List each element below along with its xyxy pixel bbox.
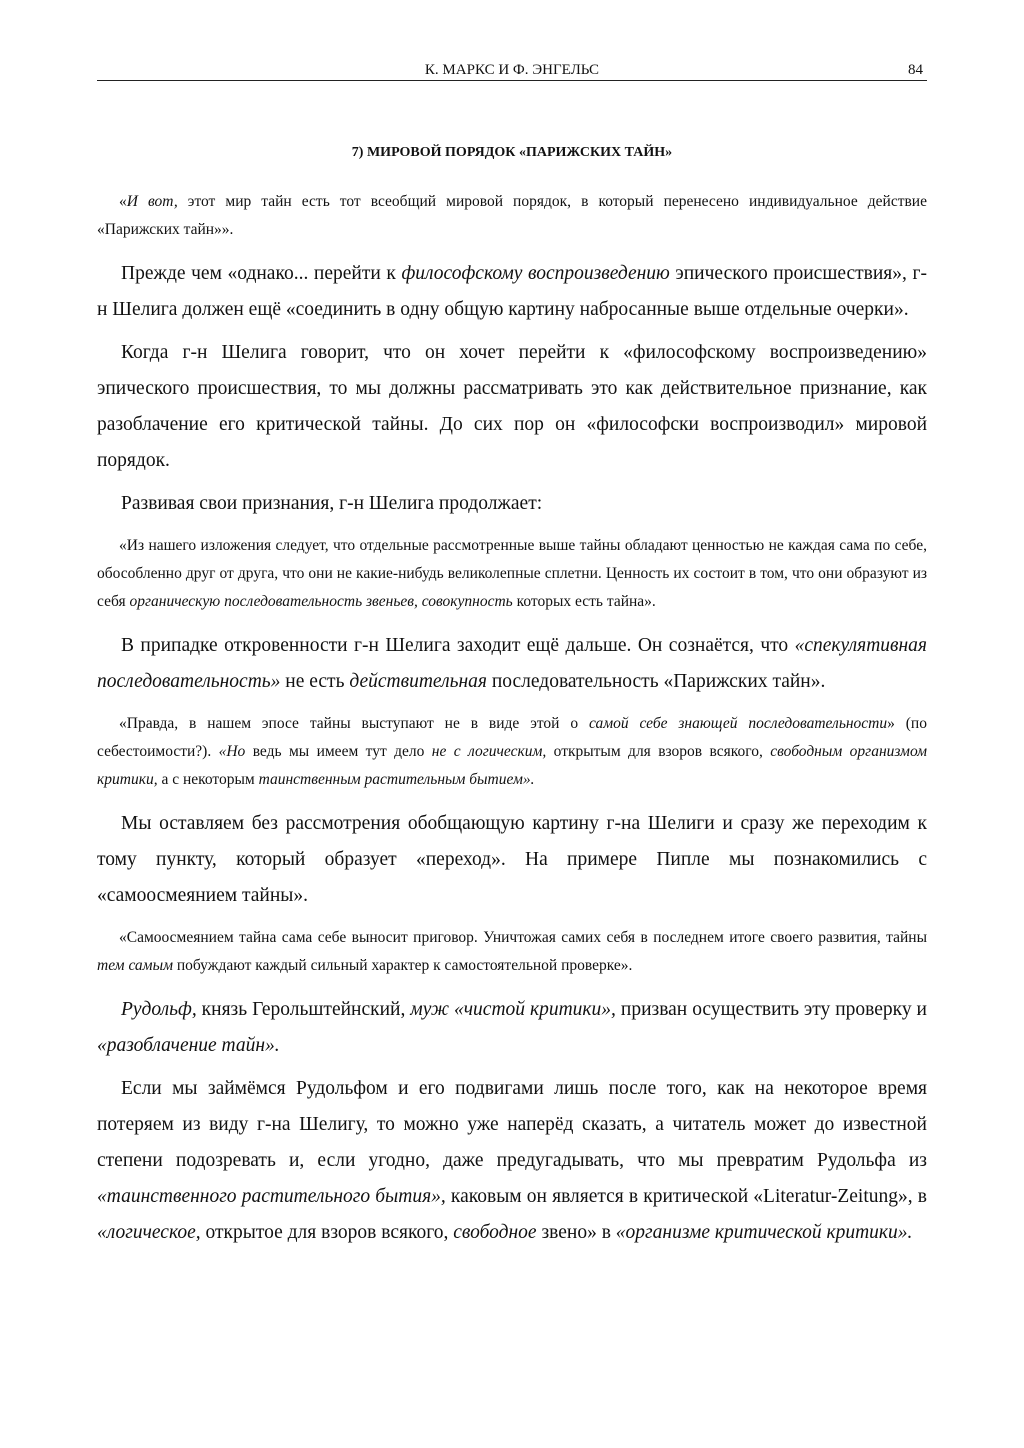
quote-paragraph: «Самоосмеянием тайна сама себе выносит приговор. Уничтожая самих себя в последнем итоге своего развития, тайны тем самым побуждают каждый сильный характер к самостоятельной проверке». xyxy=(97,929,927,974)
page-number: 84 xyxy=(908,62,923,78)
quote-paragraph: «Из нашего изложения следует, что отдельные рассмотренные выше тайны обладают ценностью не каждая сама по себе, обособленно друг от друга, что они не какие-нибудь великолепные сплетни. Ценность их состоит в том, что они образуют из себя органическую последовательность звеньев, совокупность которых есть тайна». xyxy=(97,537,927,610)
document-page xyxy=(97,58,927,1251)
page-header xyxy=(97,58,927,81)
body-paragraph: Рудольф, князь Герольштейнский, муж «чистой критики», призван осуществить эту проверку и «разоблачение тайн». xyxy=(97,999,927,1056)
chapter-title: 7) МИРОВОЙ ПОРЯДОК «ПАРИЖСКИХ ТАЙН» xyxy=(351,145,673,160)
body-paragraph: В припадке откровенности г-н Шелига заходит ещё дальше. Он сознаётся, что «спекулятивная последовательность» не есть действительная последовательность «Парижских тайн». xyxy=(97,635,927,692)
body-paragraph: Прежде чем «однако... перейти к философскому воспроизведению эпического происшествия», г-н Шелига должен ещё «соединить в одну общую картину набросанные выше отдельные очерки». xyxy=(97,263,927,320)
quote-paragraph: «Правда, в нашем эпосе тайны выступают не в виде этой о самой себе знающей последовательности» (по себестоимости?). «Но ведь мы имеем тут дело не с логическим, открытым для взоров всякого, свободным организмом критики, а с некоторым таинственным растительным бытием». xyxy=(97,715,927,788)
body-paragraph: Когда г-н Шелига говорит, что он хочет перейти к «философскому воспроизведению» эпического происшествия, то мы должны рассматривать это как действительное признание, как разоблачение его критической тайны. До сих пор он «философски воспроизводил» мировой порядок. xyxy=(97,342,927,471)
body-paragraph: Если мы займёмся Рудольфом и его подвигами лишь после того, как на некоторое время потеряем из виду г-на Шелигу, то можно уже наперёд сказать, а читатель может до известной степени подозревать и, если угодно, даже предугадывать, что мы превратим Рудольфа из «таинственного растительного бытия», каковым он является в критической «Literatur-Zeitung», в «логическое, открытое для взоров всякого, свободное звено» в «организме критической критики». xyxy=(97,1078,927,1243)
body-paragraph: Мы оставляем без рассмотрения обобщающую картину г-на Шелиги и сразу же переходим к тому пункту, который образует «переход». На примере Пипле мы познакомились с «самоосмеянием тайны». xyxy=(97,813,927,906)
quote-paragraph: «И вот, этот мир тайн есть тот всеобщий мировой порядок, в который перенесено индивидуальное действие «Парижских тайн»». xyxy=(97,193,927,238)
body-paragraph: Развивая свои признания, г-н Шелига продолжает: xyxy=(121,493,543,514)
running-title: К. МАРКС И Ф. ЭНГЕЛЬС xyxy=(424,62,600,78)
